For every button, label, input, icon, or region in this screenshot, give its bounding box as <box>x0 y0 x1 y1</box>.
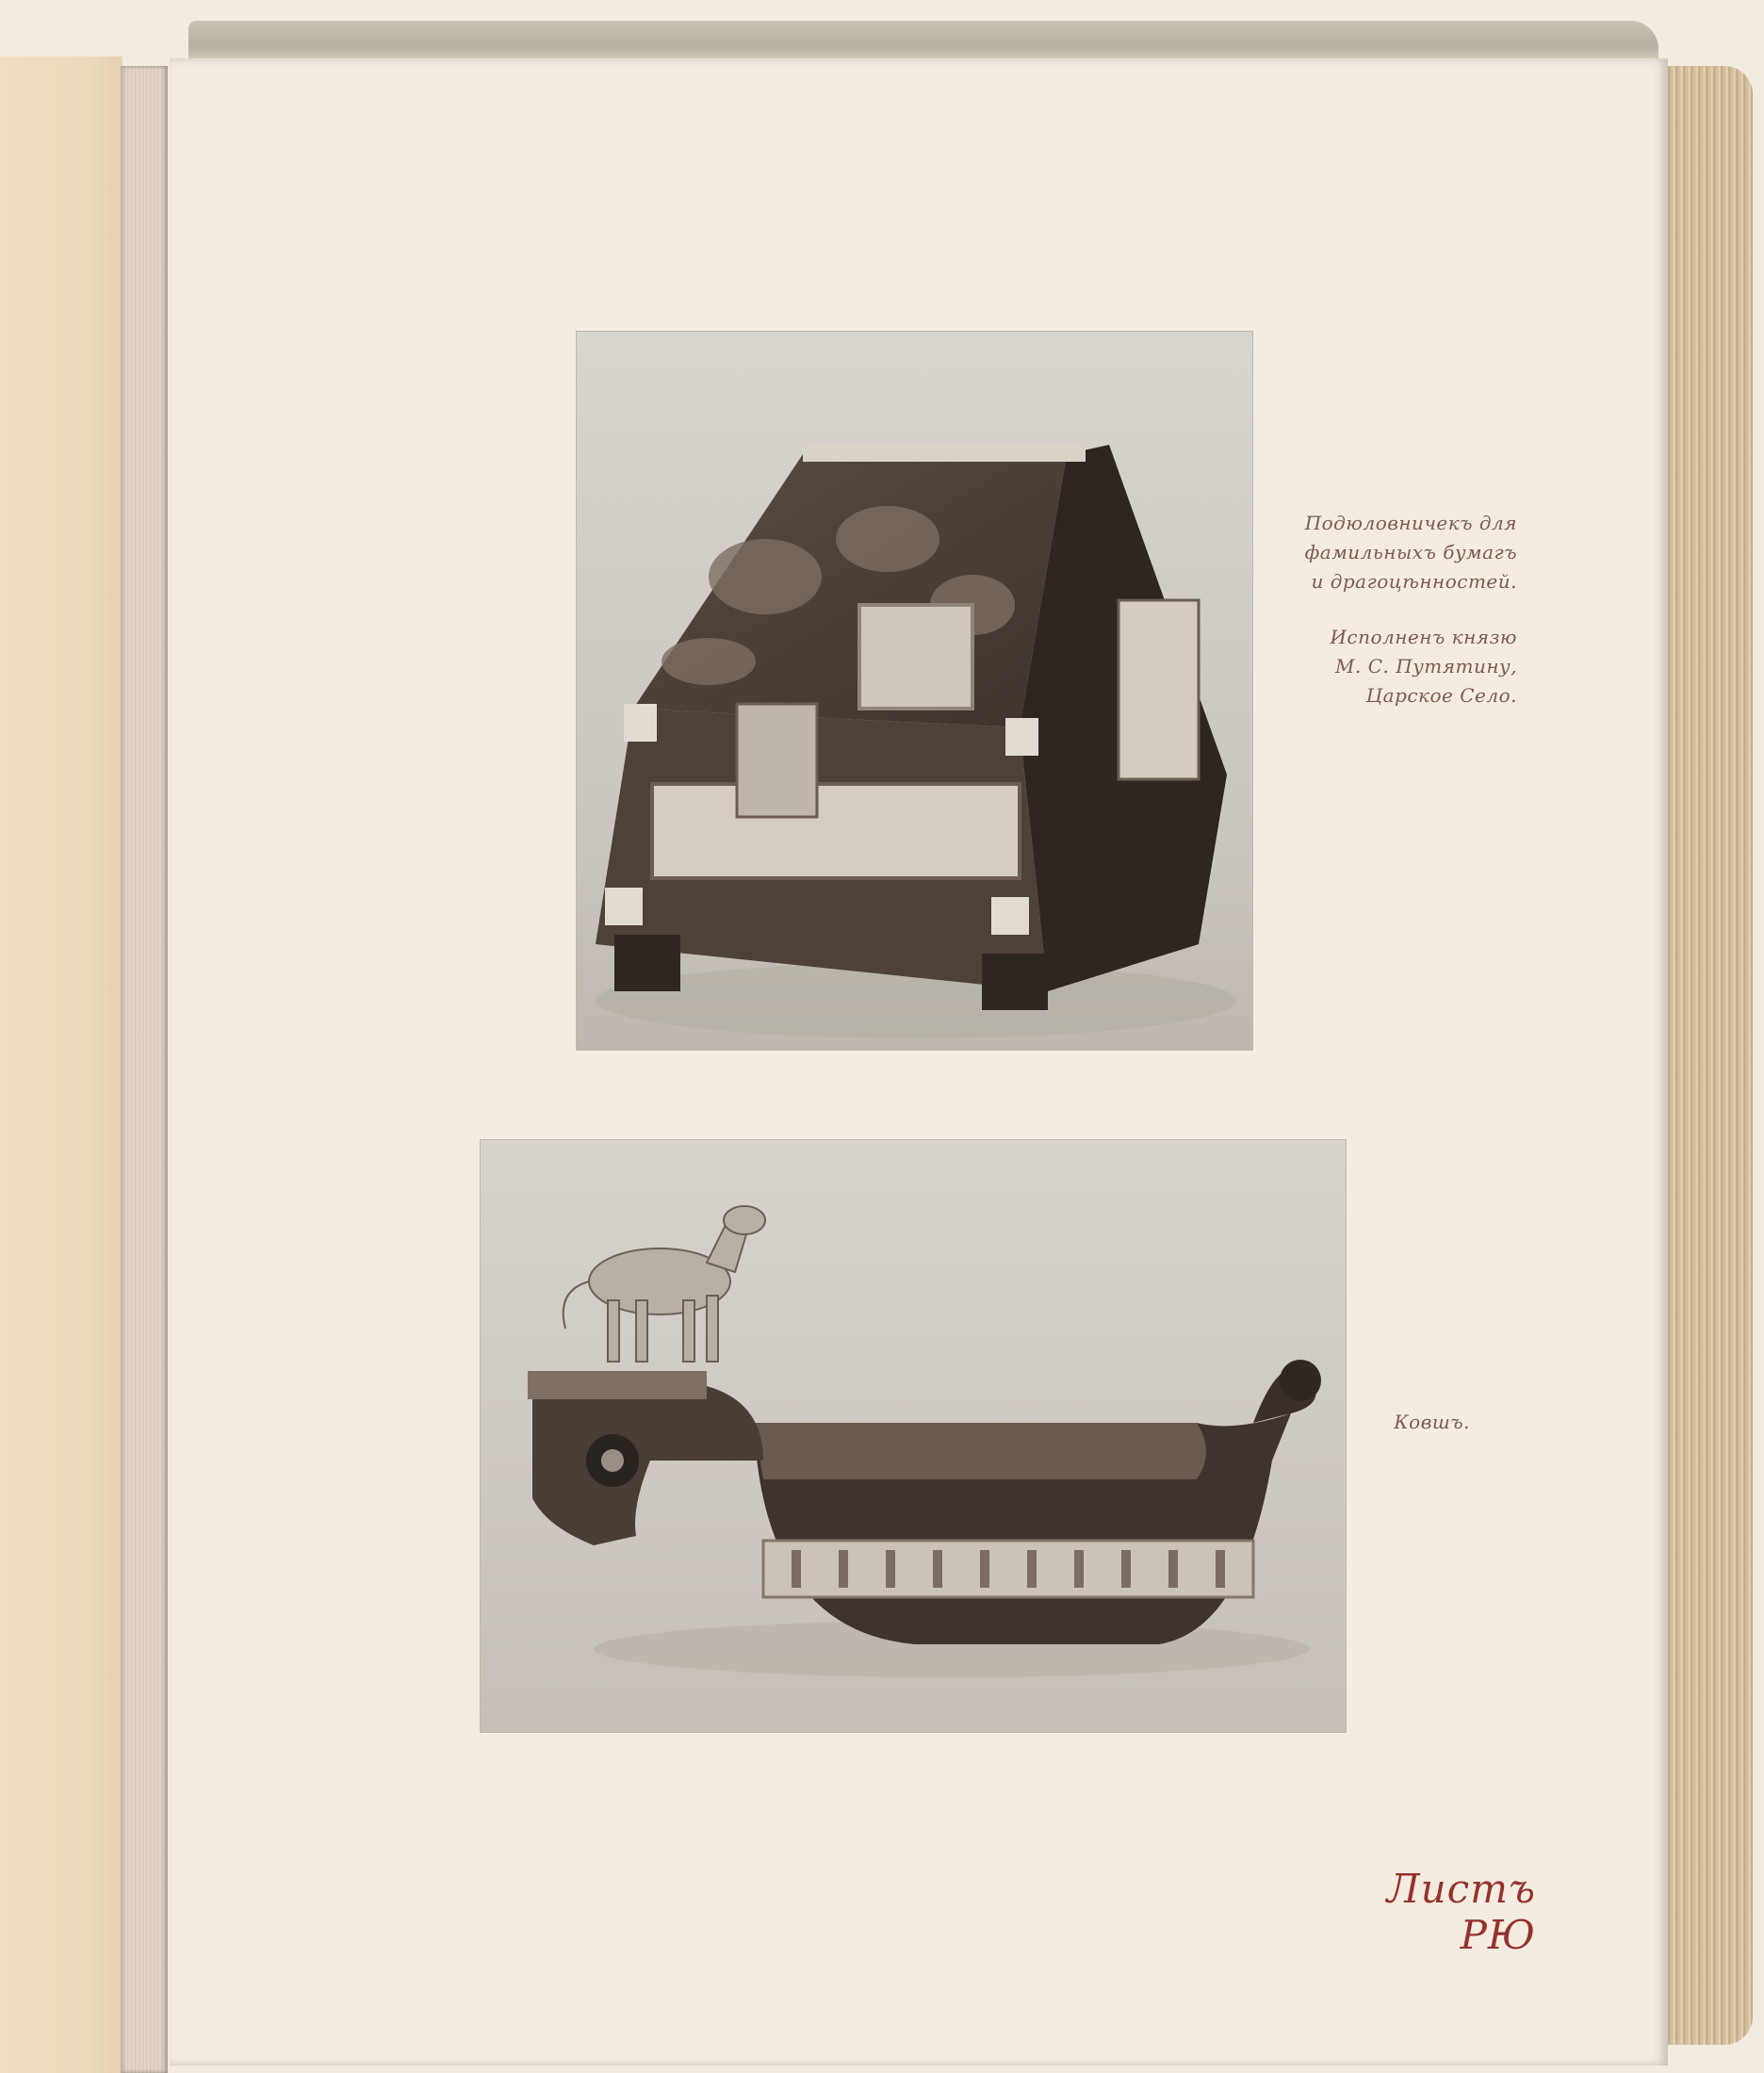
chest-caption <box>1282 509 1517 737</box>
caption-line: и драгоцѣнностей. <box>1311 570 1517 593</box>
caption-line: М. С. Путятину, <box>1335 655 1517 677</box>
left-page <box>0 57 122 2073</box>
caption-line: Подюловничекъ для <box>1304 512 1517 534</box>
kovsh-caption: Ковшъ. <box>1394 1411 1470 1433</box>
caption-line: Царское Село. <box>1365 684 1517 707</box>
sheet-number: Листъ РЮ <box>1386 1866 1536 1958</box>
chest-caption-maker <box>1282 623 1517 710</box>
chest-caption-title <box>1282 509 1517 596</box>
caption-line: фамильныхъ бумагъ <box>1304 541 1517 563</box>
book-spine <box>121 66 168 2073</box>
caption-line: Исполненъ князю <box>1330 626 1517 648</box>
book-cover-edge <box>188 21 1658 63</box>
kovsh-photo <box>481 1140 1346 1732</box>
chest-photo <box>577 332 1252 1050</box>
